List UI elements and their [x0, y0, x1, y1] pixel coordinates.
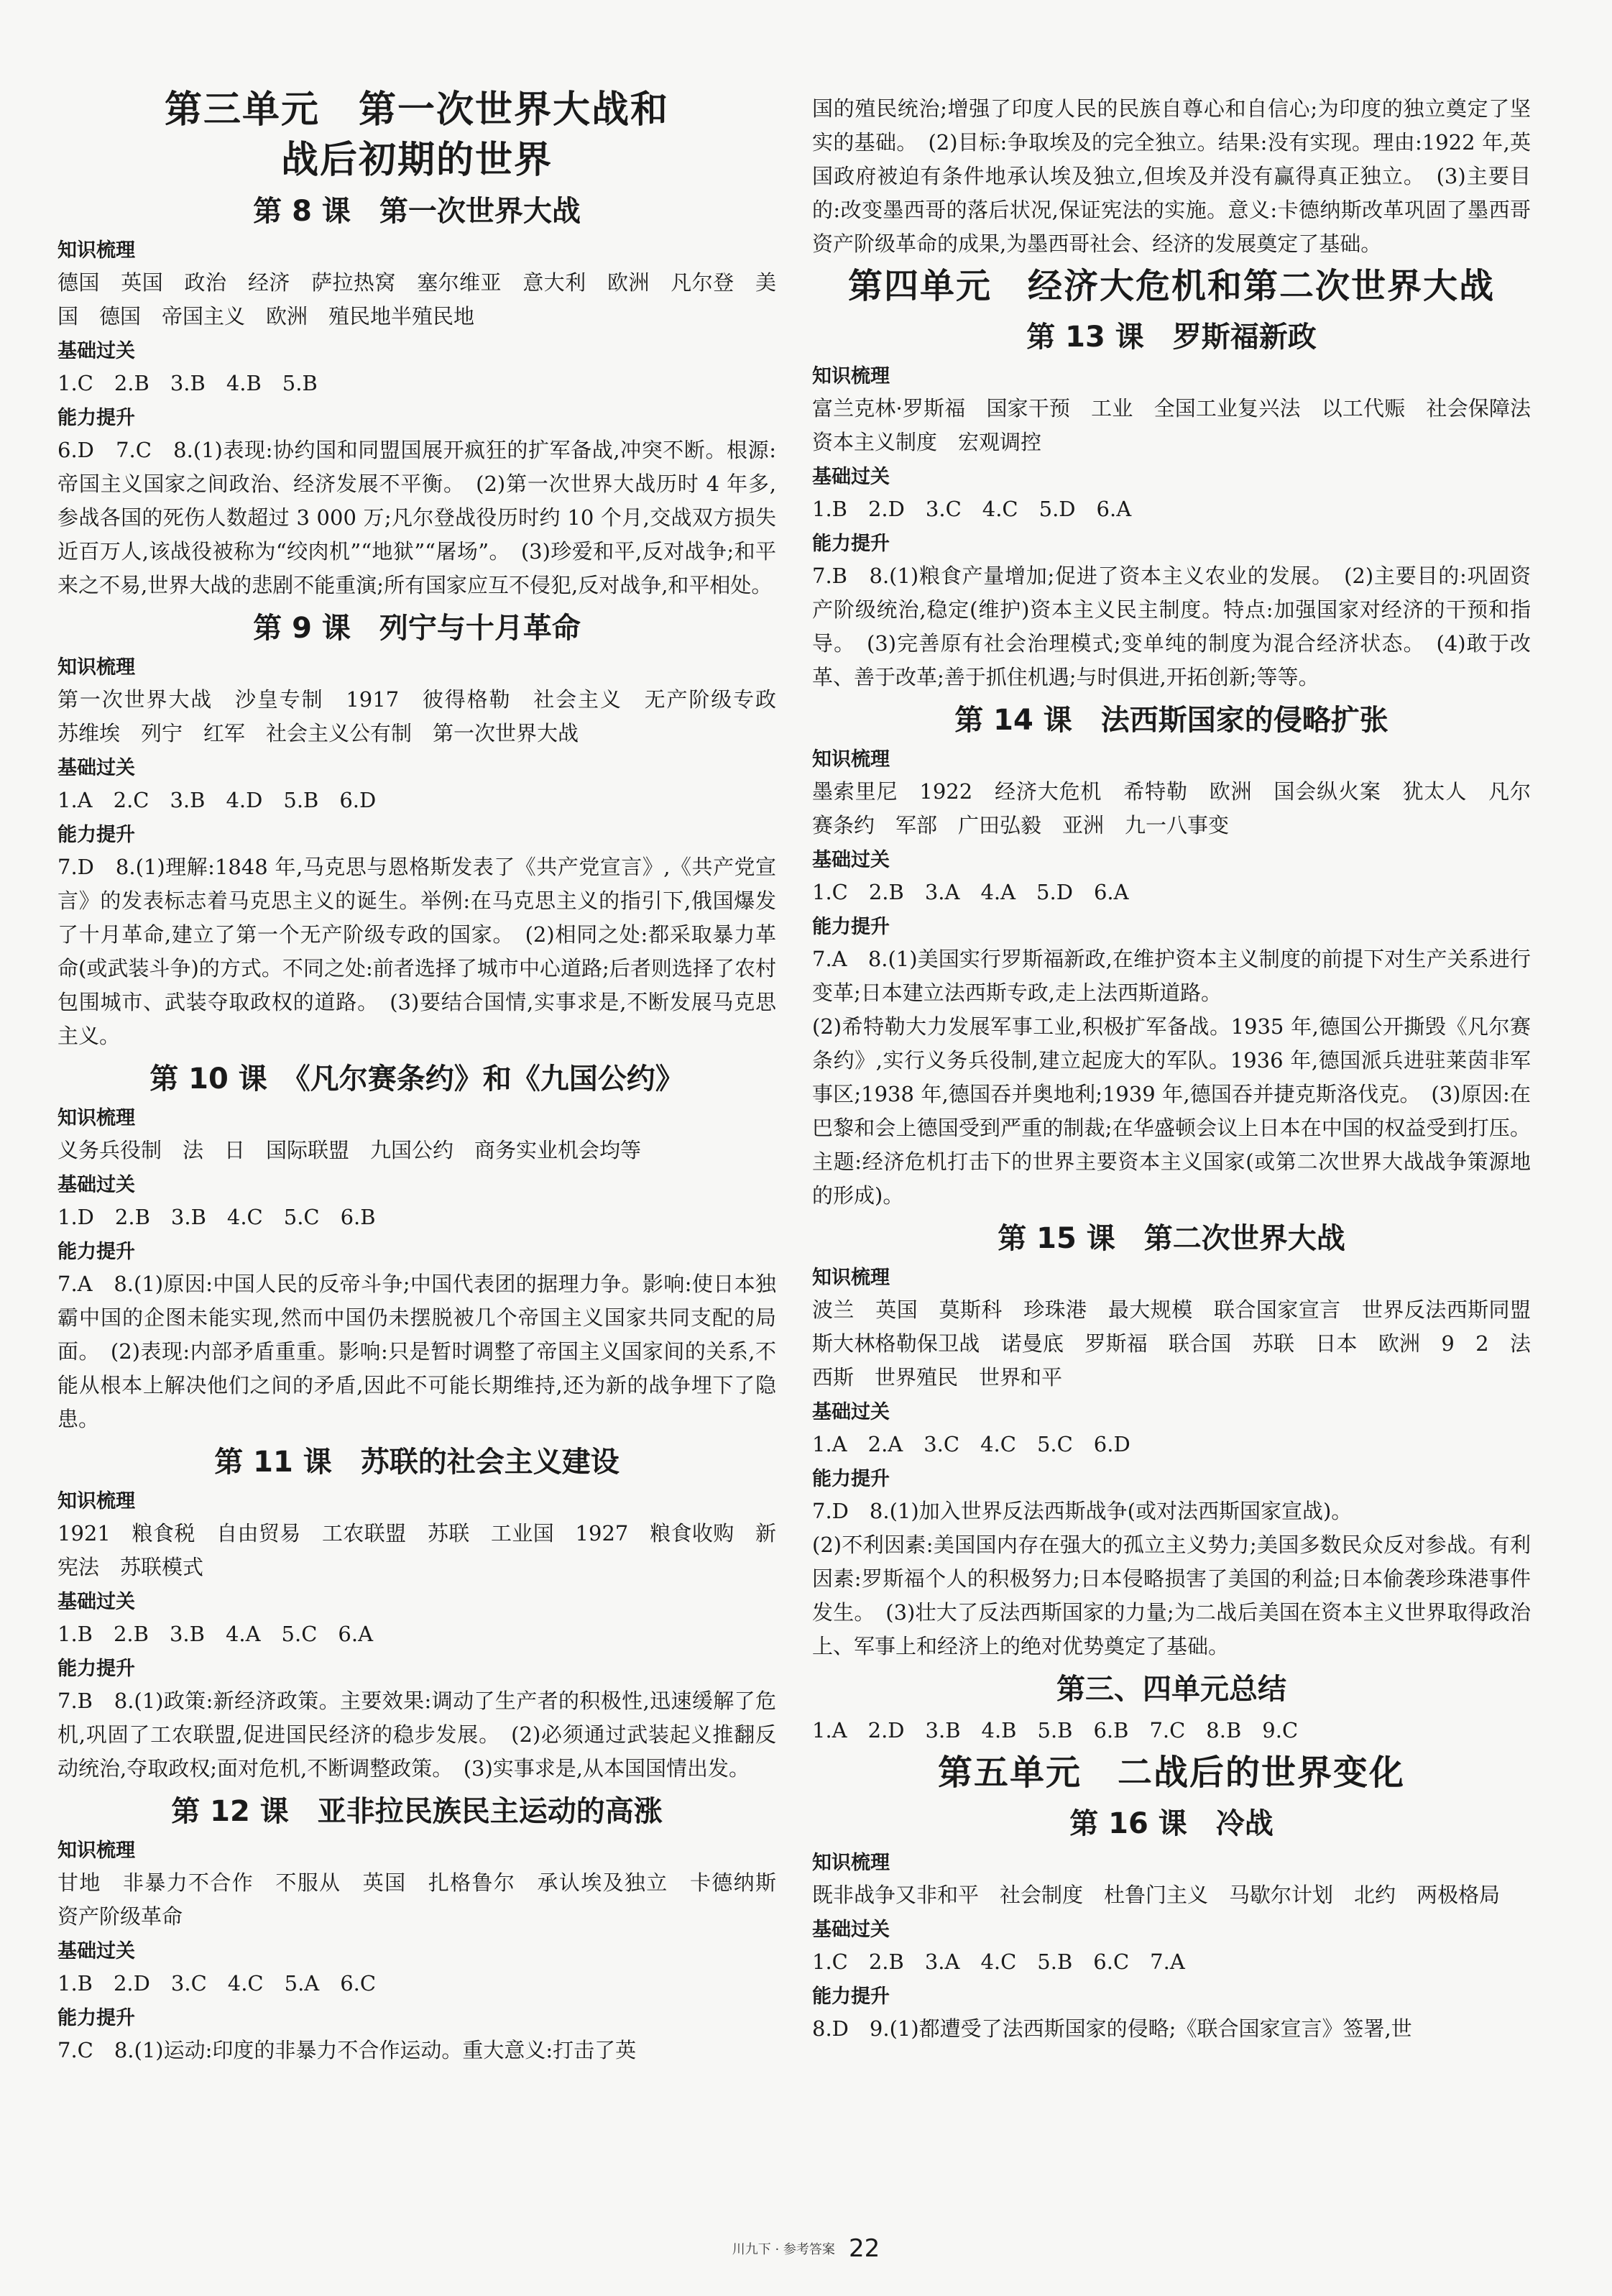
section-title: 知识梳理 [57, 656, 135, 679]
left-column [57, 85, 798, 2067]
lesson-title: 第 14 课 法西斯国家的侵略扩张 [954, 704, 1388, 737]
answer-text: 甘地 非暴力不合作 不服从 英国 扎格鲁尔 承认埃及独立 卡德纳斯 资产阶级革命 [57, 1870, 798, 1929]
answer-text: (2)不利因素:美国国内存在强大的孤立主义势力;美国多数民众反对参战。有利因素:罗斯福个人的积极努力;日本侵略损害了美国的利益;日本偷袭珍珠港事件发生。 (3)壮大了反法西斯国家的力量;为二战后美国在资本主义世界取得政治上、军事上和经济上的绝对优势奠定了基础。 [812, 1533, 1531, 1658]
section-title: 能力提升 [812, 1468, 890, 1490]
answer-text: 7.B 8.(1)粮食产量增加;促进了资本主义农业的发展。 (2)主要目的:巩固资产阶级统治,稳定(维护)资本主义民主制度。特点:加强国家对经济的干预和指导。 (3)完善原有社会治理模式;变单纯的制度为混合经济状态。 (4)敢于改革、善于改革;善于抓住机遇;与时俱进,开拓创新;等等。 [812, 564, 1531, 689]
answer-text: 1.A 2.A 3.C 4.C 5.C 6.D [812, 1432, 1130, 1456]
section-title: 知识梳理 [57, 239, 135, 262]
section-title: 能力提升 [57, 2007, 135, 2029]
lesson-title: 第三、四单元总结 [1056, 1673, 1286, 1706]
answer-text: 1.C 2.B 3.A 4.C 5.B 6.C 7.A [812, 1950, 1185, 1974]
lesson-title: 第 16 课 冷战 [1069, 1807, 1274, 1840]
answer-text: 7.D 8.(1)加入世界反法西斯战争(或对法西斯国家宣战)。 [812, 1499, 1353, 1523]
answer-text: (2)希特勒大力发展军事工业,积极扩军备战。1935 年,德国公开撕毁《凡尔赛条约》,实行义务兵役制,建立起庞大的军队。1936 年,德国派兵进驻莱茵非军事区;1938 年,德国吞并奥地利;1939 年,德国吞并捷克斯洛伐克。 (3)原因:在巴黎和会上德国受到严重的制裁;在华盛顿会议上日本在中国的权益受到打压。主题:经济危机打击下的世界主要资本主义国家(或第二次世界大战战争策源地的形成)。 [812, 1014, 1531, 1208]
section-title: 基础过关 [812, 466, 890, 488]
unit-title: 第五单元 二战后的世界变化 [937, 1753, 1405, 1793]
answer-text: 国的殖民统治;增强了印度人民的民族自尊心和自信心;为印度的独立奠定了坚实的基础。 (2)目标:争取埃及的完全独立。结果:没有实现。理由:1922 年,英国政府被迫有条件地承认埃及独立,但埃及并没有赢得真正独立。 (3)主要目的:改变墨西哥的落后状况,保证宪法的实施。意义:卡德纳斯改革巩固了墨西哥资产阶级革命的成果,为墨西哥社会、经济的发展奠定了基础。 [812, 96, 1531, 256]
lesson-title: 第 12 课 亚非拉民族民主运动的高涨 [171, 1795, 663, 1828]
answer-text: 1.C 2.B 3.A 4.A 5.D 6.A [812, 880, 1129, 904]
footer-label: 川九下 · 参考答案 [732, 2242, 835, 2257]
section-title: 基础过关 [812, 1919, 890, 1941]
section-title: 能力提升 [812, 533, 890, 555]
right-column [812, 92, 1552, 2046]
section-title: 基础过关 [812, 1401, 890, 1423]
answer-text: 既非战争又非和平 社会制度 杜鲁门主义 马歇尔计划 北约 两极格局 [812, 1883, 1501, 1907]
lesson-title: 第 9 课 列宁与十月革命 [253, 612, 581, 645]
answer-text: 1.A 2.C 3.B 4.D 5.B 6.D [57, 788, 377, 812]
section-title: 基础过关 [57, 340, 135, 362]
lesson-title: 第 15 课 第二次世界大战 [998, 1222, 1345, 1255]
unit-title: 战后初期的世界 [280, 139, 553, 182]
section-title: 基础过关 [812, 849, 890, 871]
answer-text: 波兰 英国 莫斯科 珍珠港 最大规模 联合国家宣言 世界反法西斯同盟 斯大林格勒保卫战 诺曼底 罗斯福 联合国 苏联 日本 欧洲 9 2 法西斯 世界殖民 世界和平 [812, 1298, 1552, 1390]
answer-text: 1.B 2.D 3.C 4.C 5.D 6.A [812, 497, 1132, 521]
section-title: 基础过关 [57, 1940, 135, 1962]
answer-text: 德国 英国 政治 经济 萨拉热窝 塞尔维亚 意大利 欧洲 凡尔登 美国 德国 帝国主义 欧洲 殖民地半殖民地 [57, 270, 776, 329]
answer-text: 1921 粮食税 自由贸易 工农联盟 苏联 工业国 1927 粮食收购 新宪法 苏联模式 [57, 1521, 776, 1579]
answer-text: 7.A 8.(1)原因:中国人民的反帝斗争;中国代表团的据理力争。影响:使日本独霸中国的企图未能实现,然而中国仍未摆脱被几个帝国主义国家共同支配的局面。 (2)表现:内部矛盾重重。影响:只是暂时调整了帝国主义国家间的关系,不能从根本上解决他们之间的矛盾,因此不可能长期维持,还为新的战争埋下了隐患。 [57, 1272, 776, 1431]
answer-text: 8.D 9.(1)都遭受了法西斯国家的侵略;《联合国家宣言》签署,世 [812, 2016, 1412, 2041]
answer-text: 义务兵役制 法 日 国际联盟 九国公约 商务实业机会均等 [57, 1138, 642, 1162]
lesson-title: 第 11 课 苏联的社会主义建设 [214, 1446, 620, 1479]
answer-text: 7.C 8.(1)运动:印度的非暴力不合作运动。重大意义:打击了英 [57, 2038, 637, 2062]
section-title: 能力提升 [57, 1658, 135, 1680]
answer-text: 墨索里尼 1922 经济大危机 希特勒 欧洲 国会纵火案 犹太人 凡尔赛条约 军部 广田弘毅 亚洲 九一八事变 [812, 779, 1531, 837]
section-title: 能力提升 [57, 407, 135, 429]
section-title: 基础过关 [57, 757, 135, 779]
lesson-title: 第 13 课 罗斯福新政 [1026, 321, 1317, 354]
section-title: 知识梳理 [57, 1840, 135, 1862]
unit-title: 第四单元 经济大危机和第二次世界大战 [847, 266, 1495, 306]
answer-text: 7.A 8.(1)美国实行罗斯福新政,在维护资本主义制度的前提下对生产关系进行变革;日本建立法西斯专政,走上法西斯道路。 [812, 947, 1531, 1005]
section-title: 能力提升 [57, 824, 135, 846]
section-title: 知识梳理 [812, 365, 890, 387]
section-title: 能力提升 [57, 1241, 135, 1263]
section-title: 知识梳理 [812, 748, 890, 771]
section-title: 基础过关 [57, 1174, 135, 1196]
section-title: 能力提升 [812, 1985, 890, 2008]
answer-text: 1.B 2.B 3.B 4.A 5.C 6.A [57, 1622, 374, 1646]
section-title: 知识梳理 [812, 1267, 890, 1289]
answer-text: 7.D 8.(1)理解:1848 年,马克思与恩格斯发表了《共产党宣言》,《共产党宣言》的发表标志着马克思主义的诞生。举例:在马克思主义的指引下,俄国爆发了十月革命,建立了第一个无产阶级专政的国家。 (2)相同之处:都采取暴力革命(或武装斗争)的方式。不同之处:前者选择了城市中心道路;后者则选择了农村包围城市、武装夺取政权的道路。 (3)要结合国情,实事求是,不断发展马克思主义。 [57, 855, 776, 1048]
answer-text: 1.B 2.D 3.C 4.C 5.A 6.C [57, 1971, 377, 1996]
answer-text: 富兰克林·罗斯福 国家干预 工业 全国工业复兴法 以工代赈 社会保障法 资本主义制度 宏观调控 [812, 396, 1552, 454]
answer-text: 第一次世界大战 沙皇专制 1917 彼得格勒 社会主义 无产阶级专政 苏维埃 列宁 红军 社会主义公有制 第一次世界大战 [57, 687, 798, 745]
section-title: 知识梳理 [57, 1107, 135, 1129]
page-number: 22 [849, 2234, 880, 2263]
page-footer [0, 2234, 1612, 2263]
answer-text: 1.D 2.B 3.B 4.C 5.C 6.B [57, 1205, 376, 1229]
section-title: 基础过关 [57, 1591, 135, 1613]
section-title: 知识梳理 [812, 1852, 890, 1874]
section-title: 能力提升 [812, 916, 890, 938]
lesson-title: 第 8 课 第一次世界大战 [253, 195, 581, 228]
lesson-title: 第 10 课 《凡尔赛条约》和《九国公约》 [149, 1062, 684, 1096]
answer-text: 1.C 2.B 3.B 4.B 5.B [57, 371, 318, 395]
answer-text: 7.B 8.(1)政策:新经济政策。主要效果:调动了生产者的积极性,迅速缓解了危机,巩固了工农联盟,促进国民经济的稳步发展。 (2)必须通过武装起义推翻反动统治,夺取政权;面对危机,不断调整政策。 (3)实事求是,从本国国情出发。 [57, 1689, 776, 1781]
answer-text: 6.D 7.C 8.(1)表现:协约国和同盟国展开疯狂的扩军备战,冲突不断。根源:帝国主义国家之间政治、经济发展不平衡。 (2)第一次世界大战历时 4 年多,参战各国的死伤人数超过 3 000 万;凡尔登战役历时约 10 个月,交战双方损失近百万人,该战役被称为“绞肉机”“地狱”“屠场”。 (3)珍爱和平,反对战争;和平来之不易,世界大战的悲剧不能重演;所有国家应互不侵犯,反对战争,和平相处。 [57, 438, 776, 597]
unit-title: 第三单元 第一次世界大战和 [164, 88, 669, 132]
answer-text: 1.A 2.D 3.B 4.B 5.B 6.B 7.C 8.B 9.C [812, 1718, 1299, 1742]
section-title: 知识梳理 [57, 1490, 135, 1512]
